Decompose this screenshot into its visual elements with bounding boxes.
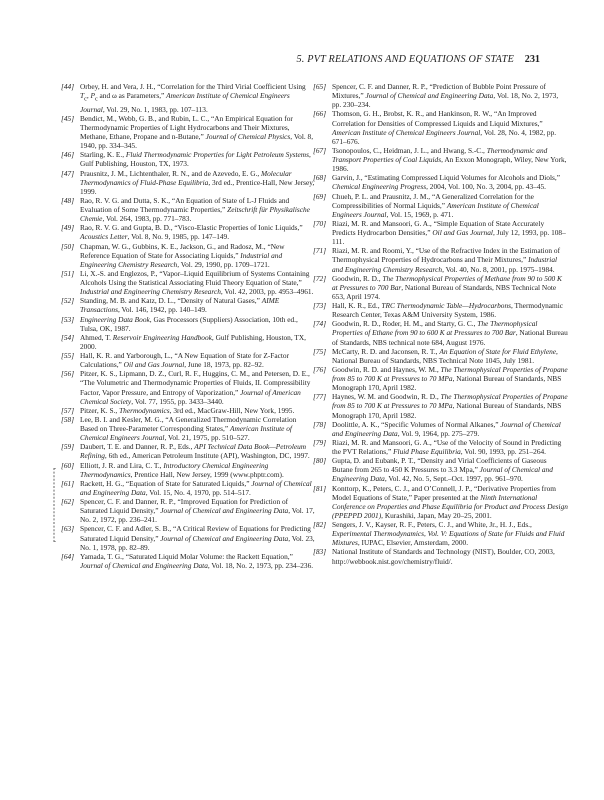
- reference-number: [60]: [61, 460, 75, 470]
- reference-text: Orbey, H. and Vera, J. H., “Correlation for the Third Virial Coefficient Using $T_c$, $P_c$ and ω as Parameters,” American Institute of Chemical Engineers Journal, Vol. 29, No. 1, 1983, pp. 107–113.: [80, 82, 306, 114]
- reference-entry: [313, 392, 568, 419]
- reference-text: Chueh, P. L. and Prausnitz, J. M., “A Generalized Correlation for the Compressibilities of Normal Liquids,” American Institute of Chemical Engineers Journal, Vol. 15, 1969, p. 471.: [332, 191, 539, 219]
- reference-text: Pitzer, K. S., Thermodynamics, 3rd ed., MacGraw-Hill, New York, 1995.: [80, 405, 295, 415]
- reference-number: [75]: [313, 346, 327, 356]
- reference-number: [77]: [313, 392, 327, 402]
- reference-entry: [61, 479, 316, 497]
- references-column-right: [313, 82, 568, 566]
- reference-text: Hall, K. R., Ed., TRC Thermodynamic Table—Hydrocarbons, Thermodynamic Research Center, Texas A&M University System, 1986.: [332, 301, 564, 320]
- reference-text: Bendict, M., Webb, G. B., and Rubin, L. C., “An Empirical Equation for Thermodynamic Properties of Light Hydrocarbons and Their Mixtures, Methane, Ethane, Propane and n-Butane,” Journal of Chemical Physics, Vol. 8, 1940, pp. 334–345.: [80, 113, 314, 151]
- reference-number: [57]: [61, 405, 75, 415]
- reference-entry: [313, 301, 568, 319]
- reference-text: Tsonopoulos, C., Heidman, J. L., and Hwang, S.-C., Thermodynamic and Transport Properties of Coal Liquids, An Exxon Monograph, Wiley, New York, 1986.: [332, 145, 567, 174]
- reference-number: [49]: [61, 223, 75, 233]
- reference-entry: [61, 114, 316, 151]
- reference-number: [74]: [313, 319, 327, 329]
- reference-number: [65]: [313, 82, 327, 91]
- page-header: [60, 54, 540, 68]
- reference-number: [71]: [313, 246, 327, 256]
- reference-entry: [61, 150, 316, 168]
- reference-text: Konttorp, K., Peters, C. J., and O’Connell, J. P., “Derivative Properties from Model Equations of State,” Paper presented at the Ninth International Conference on Properties and Phase Equilibria for Product and Process Design (PPEPPD 2001), Kurashiki, Japan, May 20–25, 2001.: [332, 483, 568, 520]
- reference-text: Doolittle, A. K., “Specific Volumes of Normal Alkanes,” Journal of Chemical and Engineering Data, Vol. 9, 1964, pp. 275–279.: [332, 419, 561, 438]
- reference-number: [50]: [61, 241, 75, 251]
- reference-number: [61]: [61, 478, 75, 488]
- reference-number: [72]: [313, 273, 327, 283]
- reference-text: Lee, B. I. and Kesler, M. G., “A Generalized Thermodynamic Correlation Based on Three-Parameter Corresponding States,” American Institute of Chemical Engineers Journal, Vol. 21, 1975, pp. 510–527.: [80, 414, 297, 443]
- reference-number: [47]: [61, 168, 75, 178]
- reference-number: [63]: [61, 524, 75, 534]
- running-head: 5. PVT RELATIONS AND EQUATIONS OF STATE: [296, 54, 514, 65]
- reference-entry: [61, 223, 316, 241]
- reference-text: Spencer, C. F. and Adler, S. B., “A Critical Review of Equations for Predicting Saturated Liquid Density,” Journal of Chemical and Engineering Data, Vol. 23, No. 1, 1978, pp. 82–89.: [80, 524, 315, 552]
- reference-number: [78]: [313, 419, 327, 429]
- reference-entry: [313, 246, 568, 273]
- reference-entry: [61, 242, 316, 269]
- reference-text: Rao, R. V. G. and Dutta, S. K., “An Equation of State of L-J Fluids and Evaluation of Some Thermodynamic Properties,” Zeitschrift für Physikalische Chemie, Vol. 264, 1983, pp. 771–783.: [80, 195, 310, 224]
- reference-entry: [61, 169, 316, 196]
- reference-number: [79]: [313, 437, 327, 447]
- reference-number: [58]: [61, 414, 75, 424]
- reference-text: Prausnitz, J. M., Lichtenthaler, R. N., and de Azevedo, E. G., Molecular Thermodynamics of Fluid-Phase Equilibria, 3rd ed., Prentice-Hall, New Jersey, 1999.: [80, 168, 315, 196]
- reference-entry: [313, 192, 568, 219]
- reference-entry: [61, 296, 316, 314]
- reference-entry: [313, 109, 568, 146]
- reference-number: [83]: [313, 547, 327, 557]
- reference-text: Hall, K. R. and Yarborough, L., “A New Equation of State for Z-Factor Calculations,” Oil and Gas Journal, June 18, 1973, pp. 82–92.: [80, 351, 290, 370]
- reference-number: [51]: [61, 268, 75, 278]
- reference-number: [54]: [61, 332, 75, 342]
- reference-entry: [313, 456, 568, 483]
- reference-number: [82]: [313, 520, 327, 529]
- reference-text: Yamada, T. G., “Saturated Liquid Molar Volume: the Rackett Equation,” Journal of Chemical and Engineering Data, Vol. 18, No. 2, 1973, pp. 234–236.: [80, 551, 314, 570]
- reference-entry: [61, 415, 316, 442]
- reference-entry: [61, 552, 316, 570]
- reference-entry: [313, 547, 568, 565]
- reference-number: [68]: [313, 173, 327, 183]
- reference-entry: [313, 365, 568, 392]
- reference-number: [66]: [313, 109, 327, 119]
- reference-entry: [61, 269, 316, 296]
- reference-text: Spencer, C. F. and Danner, R. P., “Prediction of Bubble Point Pressure of Mixtures,” Journal of Chemical and Engineering Data, Vol. 18, No. 2, 1973, pp. 230–234.: [332, 82, 559, 110]
- reference-entry: [313, 420, 568, 438]
- reference-text: Rackett, H. G., “Equation of State for Saturated Liquids,” Journal of Chemical and Engineering Data, Vol. 15, No. 4, 1970, pp. 514–517.: [80, 478, 312, 497]
- reference-number: [48]: [61, 195, 75, 205]
- reference-entry: [313, 219, 568, 246]
- reference-entry: [313, 82, 568, 109]
- reference-entry: [61, 524, 316, 551]
- reference-number: [64]: [61, 551, 75, 561]
- reference-number: [69]: [313, 191, 327, 201]
- reference-text: Starling, K. E., Fluid Thermodynamic Properties for Light Petroleum Systems, Gulf Publishing, Houston, TX, 1973.: [80, 150, 311, 169]
- reference-entry: [61, 315, 316, 333]
- reference-entry: [61, 82, 316, 114]
- reference-entry: [61, 442, 316, 460]
- reference-text: Haynes, W. M. and Goodwin, R. D., The Thermophysical Properties of Propane from 85 to 700 K at Pressures to 70 MPa, National Bureau of Standards, NBS Monograph 170, April 1982.: [332, 392, 568, 420]
- reference-text: Daubert, T. E. and Danner, R. P., Eds., API Technical Data Book—Petroleum Refining, 6th ed., American Petroleum Institute (API), Washington, DC, 1997.: [80, 442, 310, 461]
- reference-text: Rao, R. V. G. and Gupta, B. D., “Visco-Elastic Properties of Ionic Liquids,” Acoustics Letter, Vol. 8, No. 9, 1985, pp. 147–149.: [80, 223, 303, 242]
- reference-entry: [313, 438, 568, 456]
- reference-entry: [313, 347, 568, 365]
- reference-number: [70]: [313, 218, 327, 228]
- reference-number: [81]: [313, 483, 327, 493]
- reference-number: [56]: [61, 369, 75, 379]
- reference-text: Garvin, J., “Estimating Compressed Liquid Volumes for Alcohols and Diols,” Chemical Engineering Progress, 2004, Vol. 100, No. 3, 2004, pp. 43–45.: [332, 173, 560, 192]
- reference-number: [52]: [61, 296, 75, 306]
- reference-text: Standing, M. B. and Katz, D. L., “Density of Natural Gases,” AIME Transactions, Vol. 146, 1942, pp. 140–149.: [80, 296, 280, 315]
- reference-entry: [313, 173, 568, 191]
- reference-number: [46]: [61, 150, 75, 160]
- reference-number: [59]: [61, 442, 75, 452]
- reference-number: [44]: [61, 82, 75, 91]
- references-column-left: [61, 82, 316, 570]
- reference-entry: [313, 146, 568, 173]
- reference-entry: [313, 274, 568, 301]
- reference-text: Gupta, D. and Eubank, P. T., “Density and Virial Coefficients of Gaseous Butane from 265 to 450 K Pressures to 3.3 Mpa,” Journal of Chemical and Engineering Data, Vol. 42, No. 5, Sept.–Oct. 1997, pp. 961–970.: [332, 456, 553, 484]
- reference-number: [73]: [313, 301, 327, 310]
- reference-text: Riazi, M. R. and Roomi, Y., “Use of the Refractive Index in the Estimation of Thermophysical Properties of Hydrocarbons and Their Mixtures,” Industrial and Engineering Chemistry Research, Vol. 40, No. 8, 2001, pp. 1975–1984.: [332, 246, 561, 274]
- reference-entry: [61, 196, 316, 223]
- reference-number: [62]: [61, 497, 75, 507]
- reference-entry: [313, 520, 568, 547]
- reference-entry: [61, 351, 316, 369]
- reference-number: [80]: [313, 456, 327, 466]
- reference-text: Spencer, C. F. and Danner, R. P., “Improved Equation for Prediction of Saturated Liquid Density,” Journal of Chemical and Engineering Data, Vol. 17, No. 2, 1972, pp. 236–241.: [80, 497, 315, 525]
- reference-entry: [61, 461, 316, 479]
- reference-number: [55]: [61, 351, 75, 361]
- reference-number: [76]: [313, 364, 327, 374]
- reference-text: National Institute of Standards and Technology (NIST), Boulder, CO, 2003, http://webbook.nist.gov/chemistry/fluid/.: [332, 547, 555, 566]
- reference-text: Goodwin, R. D., Roder, H. M., and Starty, G. C., The Thermophysical Properties of Ethane from 90 to 600 K at Pressures to 700 Bar, National Bureau of Standards, NBS technical note 684, August 1976.: [332, 319, 568, 347]
- reference-text: Li, X.-S. and Englezos, P., “Vapor–Liquid Equilibrium of Systems Containing Alcohols Using the Statistical Associating Fluid Theory Equation of State,” Industrial and Engineering Chemistry Research, Vol. 42, 2003, pp. 4953–4961.: [80, 268, 314, 297]
- reference-text: Ahmed, T. Reservoir Engineering Handbook, Gulf Publishing, Houston, TX, 2000.: [80, 332, 307, 351]
- reference-entry: [61, 369, 316, 406]
- reference-text: Riazi, M. R. and Mansoori, G. A., “Simple Equation of State Accurately Predicts Hydrocarbon Densities,” Oil and Gas Journal, July 12, 1993, pp. 108–111.: [332, 218, 566, 247]
- reference-text: Engineering Data Book, Gas Processors (Suppliers) Association, 10th ed., Tulsa, OK, 1987.: [80, 314, 298, 333]
- reference-entry: [313, 319, 568, 346]
- reference-text: Chapman, W. G., Gubbins, K. E., Jackson, G., and Radosz, M., “New Reference Equation of State for Associating Liquids,” Industrial and Engineering Chemistry Research, Vol. 29, 1990, pp. 1709–1721.: [80, 241, 285, 269]
- reference-text: Elliott, J. R. and Lira, C. T., Introductory Chemical Engineering Thermodynamics, Prentice Hall, New Jersey, 1999 (www.phptr.com).: [80, 460, 284, 479]
- reference-text: Riazi, M. R. and Mansoori, G. A., “Use of the Velocity of Sound in Predicting the PVT Relations,” Fluid Phase Equilibria, Vol. 90, 1993, pp. 251–264.: [332, 437, 562, 456]
- reference-number: [53]: [61, 314, 75, 324]
- reference-text: Sengers, J. V., Kayser, R. F., Peters, C. J., and White, Jr., H. J., Eds., Experimental Thermodynamics, Vol. V: Equations of State for Fluids and Fluid Mixtures, IUPAC, Elsevier, Amsterdam, 2000.: [332, 520, 565, 548]
- reference-number: [45]: [61, 113, 75, 123]
- margin-bracket-mark: [50, 468, 56, 542]
- reference-number: [67]: [313, 145, 327, 155]
- reference-entry: [313, 484, 568, 521]
- reference-entry: [61, 333, 316, 351]
- page-number: 231: [524, 54, 540, 65]
- reference-text: McCarty, R. D. and Jaconsen, R. T., An Equation of State for Fluid Ethylene, National Bureau of Standards, NBS Technical Note 1045, July 1981.: [332, 346, 558, 365]
- reference-text: Pitzer, K. S., Lipmann, D. Z., Curl, R. F., Huggins, C. M., and Petersen, D. E., “The Volumetric and Thermodynamic Properties of Fluids, II. Compressibility Factor, Vapor Pressure, and Entropy of Vaporization,” Journal of American Chemical Society, Vol. 77, 1955, pp. 3433–3440.: [80, 369, 311, 406]
- reference-entry: [61, 497, 316, 524]
- reference-entry: [61, 406, 316, 415]
- reference-text: Goodwin, R. D. and Haynes, W. M., The Thermophysical Properties of Propane from 85 to 700 K at Pressures to 70 MPa, National Bureau of Standards, NBS Monograph 170, April 1982.: [332, 364, 568, 393]
- reference-text: Thomson, G. H., Brobst, K. R., and Hankinson, R. W., “An Improved Correlation for Densities of Compressed Liquids and Liquid Mixtures,” American Institute of Chemical Engineers Journal, Vol. 28, No. 4, 1982, pp. 671–676.: [332, 109, 557, 146]
- reference-text: Goodwin, R. D., The Thermophysical Properties of Methane from 90 to 500 K at Pressures to 700 Bar, National Bureau of Standards, NBS Technical Note 653, April 1974.: [332, 273, 562, 301]
